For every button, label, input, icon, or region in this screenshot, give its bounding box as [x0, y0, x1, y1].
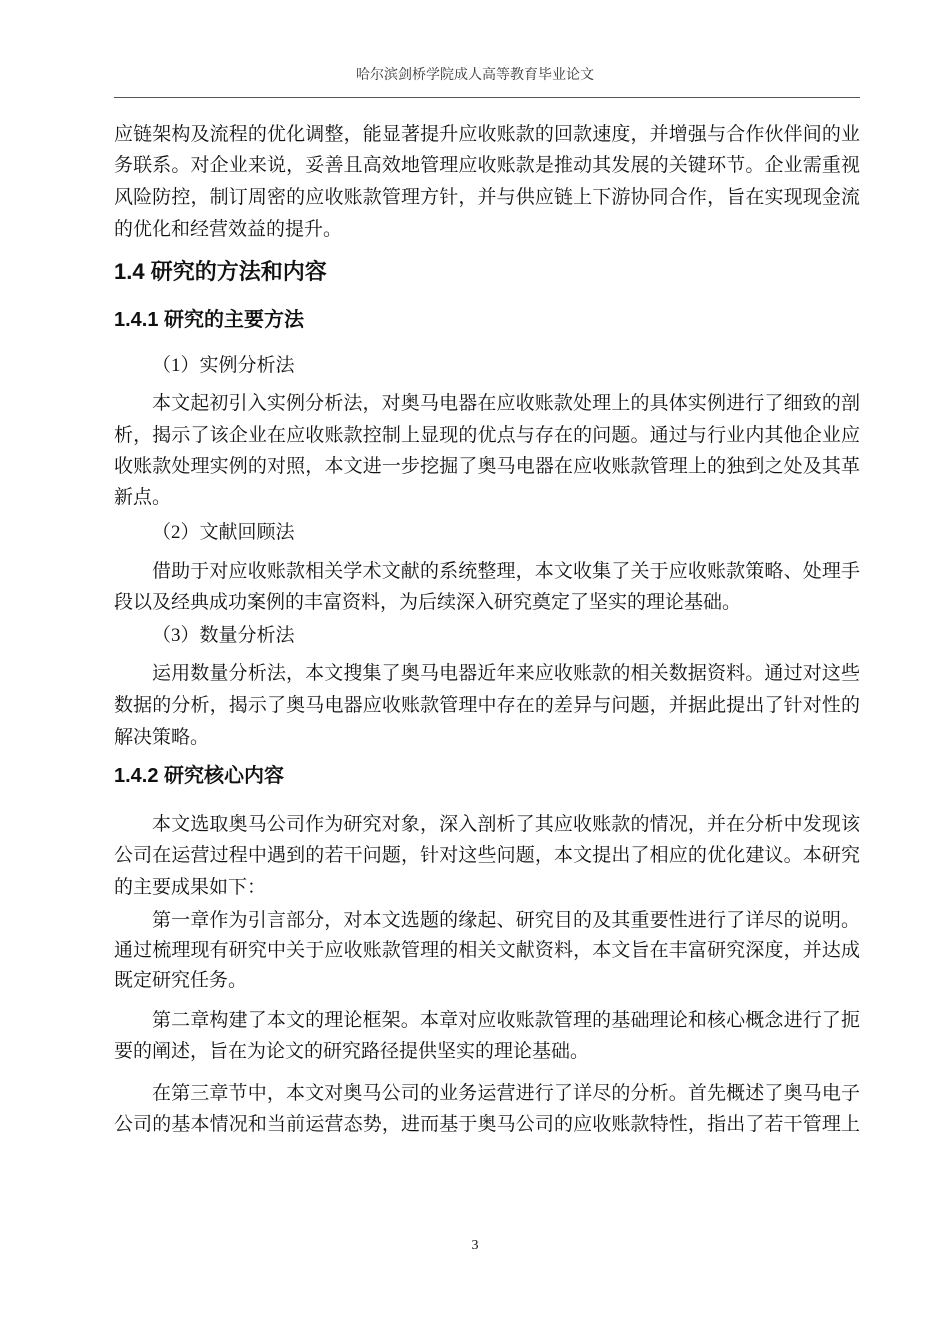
method-heading-2: （2）文献回顾法: [152, 522, 295, 543]
paragraph-line: 第二章构建了本文的理论框架。本章对应收账款管理的基础理论和核心概念进行了扼: [152, 1010, 860, 1031]
page-number: 3: [471, 1238, 479, 1253]
paragraph-line: 既定研究任务。: [114, 970, 248, 991]
paragraph-line: 本文选取奥马公司作为研究对象，深入剖析了其应收账款的情况，并在分析中发现该: [152, 814, 860, 835]
paragraph-line: 公司的基本情况和当前运营态势，进而基于奥马公司的应收账款特性，指出了若干管理上: [114, 1114, 860, 1135]
paragraph-line: 解决策略。: [114, 727, 210, 748]
section-heading-1-4-1: 1.4.1 研究的主要方法: [114, 309, 305, 331]
paragraph-line: 第一章作为引言部分，对本文选题的缘起、研究目的及其重要性进行了详尽的说明。: [152, 910, 860, 931]
paragraph-line: 析，揭示了该企业在应收账款控制上显现的优点与存在的问题。通过与行业内其他企业应: [114, 425, 860, 446]
paragraph-line: 在第三章节中，本文对奥马公司的业务运营进行了详尽的分析。首先概述了奥马电子: [152, 1083, 860, 1104]
paragraph-line: 的优化和经营效益的提升。: [114, 219, 343, 240]
paragraph-line: 段以及经典成功案例的丰富资料，为后续深入研究奠定了坚实的理论基础。: [114, 592, 742, 613]
paragraph-line: 风险防控，制订周密的应收账款管理方针，并与供应链上下游协同合作，旨在实现现金流: [114, 187, 860, 208]
paragraph-line: 数据的分析，揭示了奥马电器应收账款管理中存在的差异与问题，并据此提出了针对性的: [114, 695, 860, 716]
paragraph-line: 借助于对应收账款相关学术文献的系统整理，本文收集了关于应收账款策略、处理手: [152, 561, 860, 582]
paragraph-line: 公司在运营过程中遇到的若干问题，针对这些问题，本文提出了相应的优化建议。本研究: [114, 845, 860, 866]
paragraph-line: 运用数量分析法，本文搜集了奥马电器近年来应收账款的相关数据资料。通过对这些: [152, 663, 860, 684]
method-heading-1: （1）实例分析法: [152, 355, 295, 376]
paragraph-line: 要的阐述，旨在为论文的研究路径提供坚实的理论基础。: [114, 1041, 590, 1062]
section-heading-1-4-2: 1.4.2 研究核心内容: [114, 765, 285, 787]
paragraph-line: 应链架构及流程的优化调整，能显著提升应收账款的回款速度，并增强与合作伙伴间的业: [114, 124, 860, 145]
paragraph-line: 务联系。对企业来说，妥善且高效地管理应收账款是推动其发展的关键环节。企业需重视: [114, 155, 860, 176]
paragraph-line: 通过梳理现有研究中关于应收账款管理的相关文献资料，本文旨在丰富研究深度，并达成: [114, 940, 860, 961]
paragraph-line: 本文起初引入实例分析法，对奥马电器在应收账款处理上的具体实例进行了细致的剖: [152, 393, 860, 414]
paragraph-line: 收账款处理实例的对照，本文进一步挖掘了奥马电器在应收账款管理上的独到之处及其革: [114, 456, 860, 477]
paragraph-line: 的主要成果如下：: [114, 877, 267, 898]
section-heading-1-4: 1.4 研究的方法和内容: [114, 259, 327, 284]
method-heading-3: （3）数量分析法: [152, 625, 295, 646]
header-rule: [114, 97, 860, 98]
paragraph-line: 新点。: [114, 487, 172, 508]
running-header: 哈尔滨剑桥学院成人高等教育毕业论文: [356, 68, 594, 83]
